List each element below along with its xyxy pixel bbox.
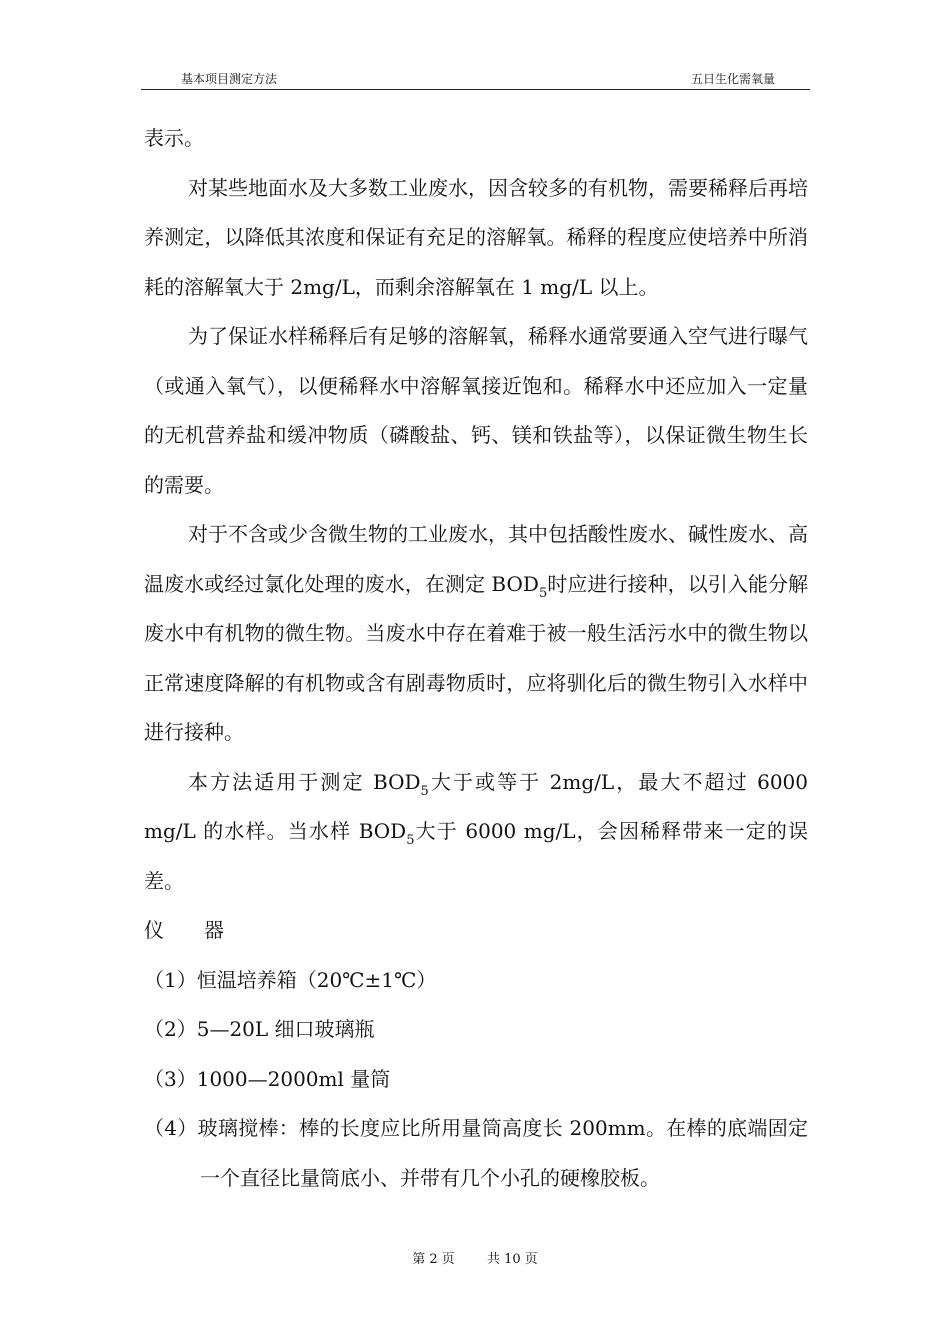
page-header <box>141 72 810 92</box>
page-number: 第 2 页 <box>412 1252 455 1267</box>
instrument-item: （4）玻璃搅棒：棒的长度应比所用量筒高度长 200mm。在棒的底端固定一个直径比量筒底小、并带有几个小孔的硬橡胶板。 <box>144 1116 808 1190</box>
section-title-char: 仪 <box>144 918 164 942</box>
paragraph-inoculation-text-a: 对于不含或少含微生物的工业废水，其中包括酸性废水、碱性废水、高温废水或经过氯化处理的废水，在测定 BOD <box>144 522 808 596</box>
header-rule <box>141 89 810 90</box>
paragraph-scope-text-a: 本方法适用于测定 BOD <box>188 769 421 794</box>
instrument-item: （3）1000—2000ml 量筒 <box>144 1066 391 1091</box>
bod-subscript: 5 <box>406 833 415 848</box>
paragraph-aeration: 为了保证水样稀释后有足够的溶解氧，稀释水通常要通入空气进行曝气（或通入氧气），以便稀释水中溶解氧接近饱和。稀释水中还应加入一定量的无机营养盐和缓冲物质（磷酸盐、钙、镁和铁盐等），以保证微生物生长的需要。 <box>144 324 808 497</box>
paragraph-scope-text-c: 大于 6000 mg/L，会因稀释带来一定的误差。 <box>144 819 808 893</box>
instrument-item: （1）恒温培养箱（20℃±1℃） <box>144 967 437 992</box>
bod-subscript: 5 <box>538 585 548 601</box>
paragraph-inoculation-text-b: 时应进行接种，以引入能分解废水中有机物的微生物。当废水中存在着难于被一般生活污水中的微生物以正常速度降解的有机物或含有剧毒物质时，应将驯化后的微生物引入水样中进行接种。 <box>144 571 808 744</box>
page-footer <box>0 1248 950 1267</box>
header-left-title: 基本项目测定方法 <box>181 72 278 86</box>
bod-subscript: 5 <box>420 783 429 799</box>
page-total: 共 10 页 <box>486 1252 538 1267</box>
paragraph-inoculation <box>144 510 808 758</box>
paragraph-continuation: 表示。 <box>144 126 204 150</box>
instrument-item: （2）5—20L 细口玻璃瓶 <box>144 1017 375 1041</box>
document-body <box>144 114 808 1203</box>
section-title-instruments <box>144 906 808 956</box>
paragraph-scope <box>144 758 808 907</box>
paragraph-scope-text-b: 大于或等于 2mg/L，最大不超过 6000 mg/L 的水样。当水样 BOD <box>144 769 809 843</box>
paragraph-dilution: 对某些地面水及大多数工业废水，因含较多的有机物，需要稀释后再培养测定，以降低其浓度和保证有充足的溶解氧。稀释的程度应使培养中所消耗的溶解氧大于 2mg/L，而剩余溶解氧在 1 mg/L 以上。 <box>144 175 808 299</box>
header-right-title: 五日生化需氧量 <box>690 72 775 86</box>
section-title-char: 器 <box>204 918 224 942</box>
